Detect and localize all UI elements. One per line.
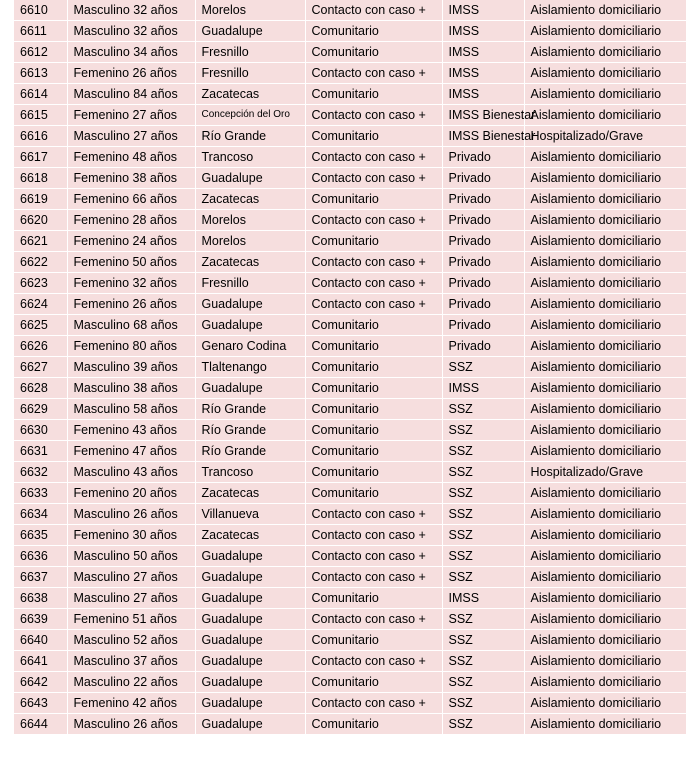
transmission-cell: Contacto con caso + [305,105,442,126]
municipality-cell: Genaro Codina [195,336,305,357]
municipality-cell: Río Grande [195,126,305,147]
institution-cell: SSZ [442,399,524,420]
transmission-cell: Comunitario [305,378,442,399]
case-number-cell: 6610 [14,0,67,21]
status-cell: Aislamiento domiciliario [524,0,686,21]
transmission-cell: Comunitario [305,483,442,504]
transmission-cell: Contacto con caso + [305,210,442,231]
status-cell: Aislamiento domiciliario [524,210,686,231]
sex-age-cell: Femenino 32 años [67,273,195,294]
sex-age-cell: Masculino 37 años [67,651,195,672]
table-row [14,651,686,672]
case-number-cell: 6618 [14,168,67,189]
case-number-cell: 6616 [14,126,67,147]
status-cell: Aislamiento domiciliario [524,42,686,63]
table-row [14,147,686,168]
sex-age-cell: Femenino 43 años [67,420,195,441]
table-row [14,84,686,105]
status-cell: Aislamiento domiciliario [524,588,686,609]
institution-cell: IMSS [442,378,524,399]
transmission-cell: Contacto con caso + [305,609,442,630]
institution-cell: IMSS [442,0,524,21]
transmission-cell: Comunitario [305,399,442,420]
table-row [14,525,686,546]
status-cell: Aislamiento domiciliario [524,189,686,210]
status-cell: Hospitalizado/Grave [524,462,686,483]
status-cell: Aislamiento domiciliario [524,483,686,504]
municipality-cell: Zacatecas [195,483,305,504]
case-number-cell: 6640 [14,630,67,651]
transmission-cell: Contacto con caso + [305,0,442,21]
sex-age-cell: Femenino 28 años [67,210,195,231]
municipality-cell: Río Grande [195,441,305,462]
case-number-cell: 6619 [14,189,67,210]
status-cell: Hospitalizado/Grave [524,126,686,147]
institution-cell: IMSS Bienestar [442,126,524,147]
sex-age-cell: Femenino 24 años [67,231,195,252]
status-cell: Aislamiento domiciliario [524,273,686,294]
case-number-cell: 6628 [14,378,67,399]
case-number-cell: 6629 [14,399,67,420]
municipality-cell: Morelos [195,210,305,231]
table-row [14,231,686,252]
institution-cell: SSZ [442,483,524,504]
institution-cell: IMSS [442,84,524,105]
transmission-cell: Comunitario [305,84,442,105]
sex-age-cell: Masculino 27 años [67,588,195,609]
case-table [14,0,687,735]
sex-age-cell: Femenino 51 años [67,609,195,630]
sex-age-cell: Masculino 38 años [67,378,195,399]
table-row [14,504,686,525]
status-cell: Aislamiento domiciliario [524,105,686,126]
sex-age-cell: Masculino 34 años [67,42,195,63]
institution-cell: IMSS [442,63,524,84]
sex-age-cell: Masculino 27 años [67,567,195,588]
institution-cell: SSZ [442,693,524,714]
municipality-cell: Trancoso [195,462,305,483]
institution-cell: SSZ [442,462,524,483]
municipality-cell: Guadalupe [195,168,305,189]
municipality-cell: Trancoso [195,147,305,168]
case-number-cell: 6638 [14,588,67,609]
case-number-cell: 6617 [14,147,67,168]
sex-age-cell: Femenino 50 años [67,252,195,273]
sex-age-cell: Masculino 26 años [67,714,195,735]
table-row [14,672,686,693]
case-number-cell: 6631 [14,441,67,462]
case-number-cell: 6623 [14,273,67,294]
sex-age-cell: Femenino 20 años [67,483,195,504]
municipality-cell: Tlaltenango [195,357,305,378]
municipality-cell: Guadalupe [195,546,305,567]
case-number-cell: 6636 [14,546,67,567]
case-number-cell: 6612 [14,42,67,63]
table-row [14,252,686,273]
status-cell: Aislamiento domiciliario [524,630,686,651]
sex-age-cell: Masculino 58 años [67,399,195,420]
status-cell: Aislamiento domiciliario [524,147,686,168]
transmission-cell: Contacto con caso + [305,273,442,294]
institution-cell: SSZ [442,714,524,735]
case-number-cell: 6624 [14,294,67,315]
transmission-cell: Comunitario [305,441,442,462]
transmission-cell: Comunitario [305,630,442,651]
case-number-cell: 6622 [14,252,67,273]
case-number-cell: 6633 [14,483,67,504]
institution-cell: Privado [442,336,524,357]
institution-cell: Privado [442,147,524,168]
sex-age-cell: Masculino 32 años [67,21,195,42]
transmission-cell: Contacto con caso + [305,525,442,546]
case-number-cell: 6620 [14,210,67,231]
municipality-cell: Guadalupe [195,21,305,42]
case-number-cell: 6639 [14,609,67,630]
transmission-cell: Comunitario [305,588,442,609]
institution-cell: SSZ [442,420,524,441]
transmission-cell: Contacto con caso + [305,252,442,273]
sex-age-cell: Masculino 22 años [67,672,195,693]
case-number-cell: 6632 [14,462,67,483]
case-number-cell: 6613 [14,63,67,84]
sex-age-cell: Masculino 68 años [67,315,195,336]
institution-cell: SSZ [442,504,524,525]
case-number-cell: 6644 [14,714,67,735]
municipality-cell: Río Grande [195,420,305,441]
table-row [14,126,686,147]
transmission-cell: Comunitario [305,231,442,252]
table-row [14,294,686,315]
municipality-cell: Zacatecas [195,252,305,273]
municipality-cell: Fresnillo [195,42,305,63]
status-cell: Aislamiento domiciliario [524,357,686,378]
institution-cell: SSZ [442,609,524,630]
status-cell: Aislamiento domiciliario [524,168,686,189]
transmission-cell: Comunitario [305,315,442,336]
table-row [14,714,686,735]
transmission-cell: Contacto con caso + [305,147,442,168]
municipality-cell: Villanueva [195,504,305,525]
table-row [14,546,686,567]
sex-age-cell: Masculino 84 años [67,84,195,105]
table-row [14,168,686,189]
institution-cell: Privado [442,210,524,231]
sex-age-cell: Masculino 26 años [67,504,195,525]
status-cell: Aislamiento domiciliario [524,441,686,462]
transmission-cell: Comunitario [305,126,442,147]
status-cell: Aislamiento domiciliario [524,567,686,588]
transmission-cell: Comunitario [305,357,442,378]
transmission-cell: Comunitario [305,420,442,441]
municipality-cell: Zacatecas [195,189,305,210]
municipality-cell: Guadalupe [195,378,305,399]
institution-cell: SSZ [442,357,524,378]
status-cell: Aislamiento domiciliario [524,525,686,546]
institution-cell: SSZ [442,525,524,546]
status-cell: Aislamiento domiciliario [524,21,686,42]
transmission-cell: Contacto con caso + [305,546,442,567]
sex-age-cell: Femenino 42 años [67,693,195,714]
sex-age-cell: Femenino 48 años [67,147,195,168]
status-cell: Aislamiento domiciliario [524,231,686,252]
table-row [14,588,686,609]
institution-cell: Privado [442,252,524,273]
table-row [14,210,686,231]
institution-cell: SSZ [442,441,524,462]
municipality-cell: Río Grande [195,399,305,420]
case-number-cell: 6634 [14,504,67,525]
case-number-cell: 6643 [14,693,67,714]
table-row [14,189,686,210]
municipality-cell: Guadalupe [195,714,305,735]
sex-age-cell: Femenino 38 años [67,168,195,189]
table-row [14,462,686,483]
table-row [14,42,686,63]
institution-cell: IMSS Bienestar [442,105,524,126]
transmission-cell: Contacto con caso + [305,63,442,84]
transmission-cell: Comunitario [305,672,442,693]
transmission-cell: Comunitario [305,462,442,483]
table-row [14,105,686,126]
status-cell: Aislamiento domiciliario [524,504,686,525]
transmission-cell: Comunitario [305,714,442,735]
municipality-cell: Morelos [195,231,305,252]
institution-cell: SSZ [442,672,524,693]
sex-age-cell: Femenino 66 años [67,189,195,210]
municipality-cell: Fresnillo [195,63,305,84]
institution-cell: Privado [442,168,524,189]
status-cell: Aislamiento domiciliario [524,714,686,735]
transmission-cell: Comunitario [305,42,442,63]
status-cell: Aislamiento domiciliario [524,420,686,441]
institution-cell: IMSS [442,588,524,609]
institution-cell: Privado [442,189,524,210]
table-row [14,483,686,504]
sex-age-cell: Masculino 43 años [67,462,195,483]
table-row [14,63,686,84]
sex-age-cell: Masculino 39 años [67,357,195,378]
municipality-cell: Fresnillo [195,273,305,294]
table-row [14,609,686,630]
table-row [14,441,686,462]
transmission-cell: Contacto con caso + [305,651,442,672]
case-number-cell: 6611 [14,21,67,42]
municipality-cell: Guadalupe [195,609,305,630]
table-row [14,273,686,294]
case-number-cell: 6637 [14,567,67,588]
transmission-cell: Comunitario [305,336,442,357]
status-cell: Aislamiento domiciliario [524,84,686,105]
status-cell: Aislamiento domiciliario [524,63,686,84]
status-cell: Aislamiento domiciliario [524,294,686,315]
municipality-cell: Guadalupe [195,693,305,714]
case-number-cell: 6627 [14,357,67,378]
case-number-cell: 6642 [14,672,67,693]
table-row [14,357,686,378]
status-cell: Aislamiento domiciliario [524,336,686,357]
case-number-cell: 6626 [14,336,67,357]
sex-age-cell: Masculino 52 años [67,630,195,651]
municipality-cell: Guadalupe [195,294,305,315]
sex-age-cell: Femenino 30 años [67,525,195,546]
institution-cell: Privado [442,273,524,294]
municipality-cell: Zacatecas [195,84,305,105]
table-row [14,0,686,21]
institution-cell: IMSS [442,21,524,42]
table-row [14,567,686,588]
case-number-cell: 6641 [14,651,67,672]
municipality-cell: Concepción del Oro [195,105,305,126]
transmission-cell: Contacto con caso + [305,693,442,714]
transmission-cell: Contacto con caso + [305,504,442,525]
status-cell: Aislamiento domiciliario [524,672,686,693]
table-row [14,420,686,441]
case-number-cell: 6615 [14,105,67,126]
table-row [14,399,686,420]
municipality-cell: Guadalupe [195,651,305,672]
case-table-body [14,0,686,735]
sex-age-cell: Femenino 26 años [67,294,195,315]
status-cell: Aislamiento domiciliario [524,315,686,336]
status-cell: Aislamiento domiciliario [524,651,686,672]
municipality-cell: Guadalupe [195,315,305,336]
status-cell: Aislamiento domiciliario [524,399,686,420]
institution-cell: IMSS [442,42,524,63]
municipality-cell: Zacatecas [195,525,305,546]
institution-cell: Privado [442,231,524,252]
status-cell: Aislamiento domiciliario [524,609,686,630]
transmission-cell: Contacto con caso + [305,168,442,189]
transmission-cell: Comunitario [305,21,442,42]
institution-cell: Privado [442,315,524,336]
sex-age-cell: Femenino 47 años [67,441,195,462]
status-cell: Aislamiento domiciliario [524,693,686,714]
municipality-cell: Guadalupe [195,588,305,609]
sex-age-cell: Femenino 80 años [67,336,195,357]
transmission-cell: Contacto con caso + [305,567,442,588]
table-row [14,21,686,42]
sex-age-cell: Masculino 27 años [67,126,195,147]
case-number-cell: 6625 [14,315,67,336]
institution-cell: SSZ [442,651,524,672]
institution-cell: SSZ [442,567,524,588]
sex-age-cell: Femenino 27 años [67,105,195,126]
institution-cell: SSZ [442,546,524,567]
case-number-cell: 6614 [14,84,67,105]
table-row [14,378,686,399]
status-cell: Aislamiento domiciliario [524,252,686,273]
municipality-cell: Guadalupe [195,630,305,651]
sex-age-cell: Femenino 26 años [67,63,195,84]
institution-cell: SSZ [442,630,524,651]
status-cell: Aislamiento domiciliario [524,378,686,399]
table-row [14,315,686,336]
sex-age-cell: Masculino 50 años [67,546,195,567]
sex-age-cell: Masculino 32 años [67,0,195,21]
municipality-cell: Guadalupe [195,567,305,588]
table-row [14,630,686,651]
institution-cell: Privado [442,294,524,315]
case-number-cell: 6635 [14,525,67,546]
transmission-cell: Comunitario [305,189,442,210]
table-row [14,693,686,714]
municipality-cell: Guadalupe [195,672,305,693]
municipality-cell: Morelos [195,0,305,21]
case-number-cell: 6630 [14,420,67,441]
case-number-cell: 6621 [14,231,67,252]
status-cell: Aislamiento domiciliario [524,546,686,567]
transmission-cell: Contacto con caso + [305,294,442,315]
table-row [14,336,686,357]
